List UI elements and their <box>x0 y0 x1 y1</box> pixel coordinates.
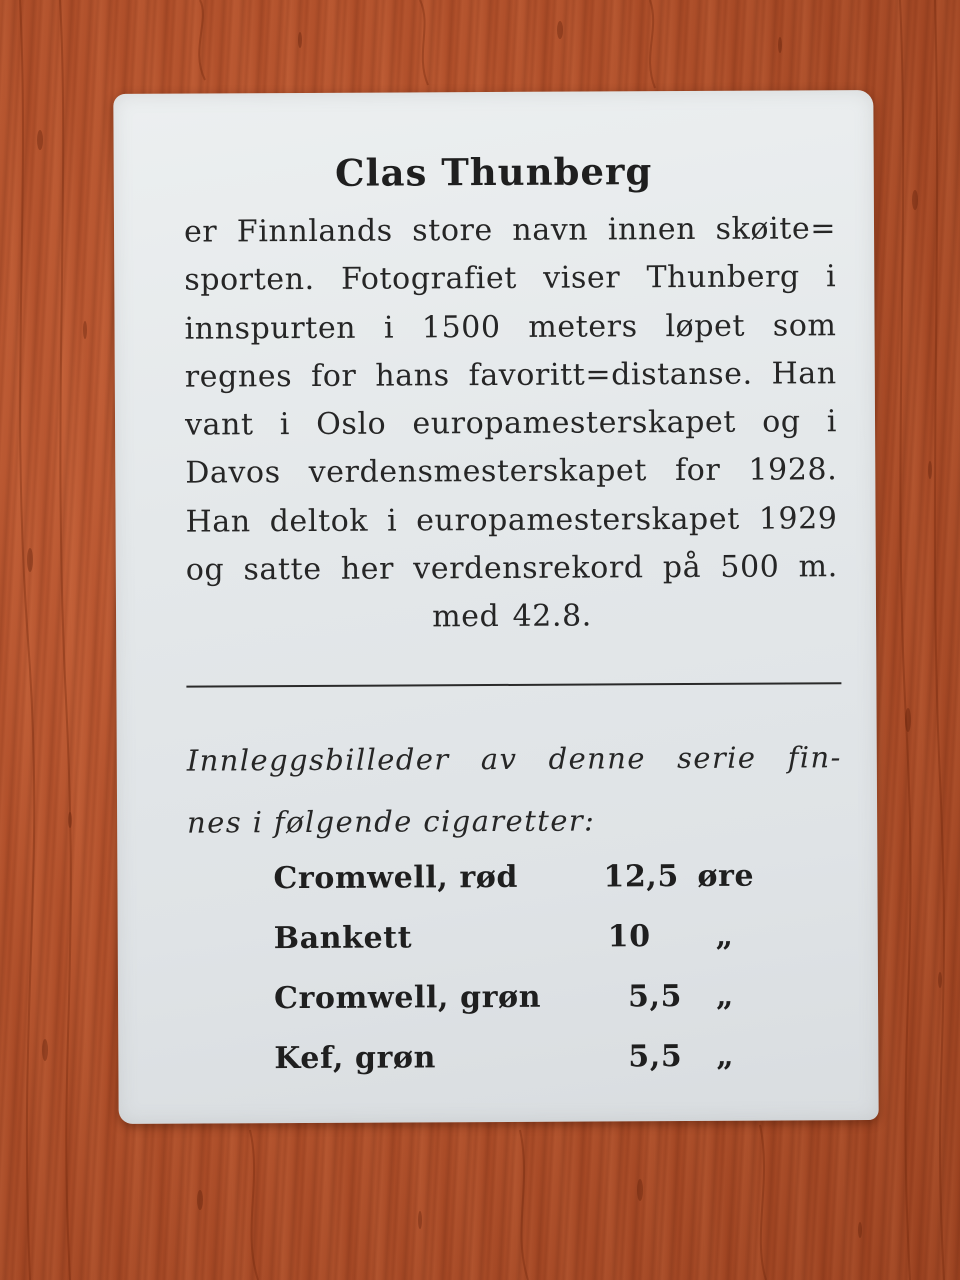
price-unit: „ <box>715 978 734 1014</box>
description-line: innspurten i 1500 meters løpet som <box>184 307 837 347</box>
description-line: Han deltok i europamesterskapet 1929 <box>185 500 838 540</box>
intro-line: nes i følgende cigaretter: <box>187 803 596 840</box>
price-value: 5,5 <box>627 979 683 1015</box>
divider-rule <box>186 682 841 687</box>
brand-name: Cromwell, rød <box>273 859 519 897</box>
description-line: Davos verdensmesterskapet for 1928. <box>185 452 838 492</box>
price-value: 12,5 <box>603 859 679 895</box>
price-value: 10 <box>607 919 651 955</box>
price-row <box>274 1038 794 1101</box>
price-row <box>273 858 793 921</box>
description-line: og satte her verdensrekord på 500 m. <box>185 549 838 588</box>
description-line: er Finnlands store navn innen skøite= <box>183 211 837 250</box>
description-line: sporten. Fotografiet viser Thunberg i <box>184 259 837 298</box>
series-intro <box>187 726 843 853</box>
card-title: Clas Thunberg <box>334 149 653 195</box>
price-list <box>273 858 794 1101</box>
brand-name: Cromwell, grøn <box>273 979 542 1017</box>
brand-name: Bankett <box>273 920 413 957</box>
intro-line: Innleggsbilleder av denne serie fin- <box>186 740 842 778</box>
price-value: 5,5 <box>628 1039 683 1075</box>
price-unit: „ <box>715 918 734 954</box>
price-unit: øre <box>697 858 755 894</box>
card-description <box>184 205 838 643</box>
description-line: med 42.8. <box>432 598 592 635</box>
price-row <box>274 918 794 981</box>
price-row <box>274 978 794 1041</box>
price-unit: „ <box>716 1038 735 1074</box>
brand-name: Kef, grøn <box>274 1040 437 1077</box>
description-line: vant i Oslo europamesterskapet og i <box>184 404 838 443</box>
cigarette-card <box>113 90 878 1124</box>
description-line: regnes for hans favoritt=distanse. Han <box>184 356 837 395</box>
